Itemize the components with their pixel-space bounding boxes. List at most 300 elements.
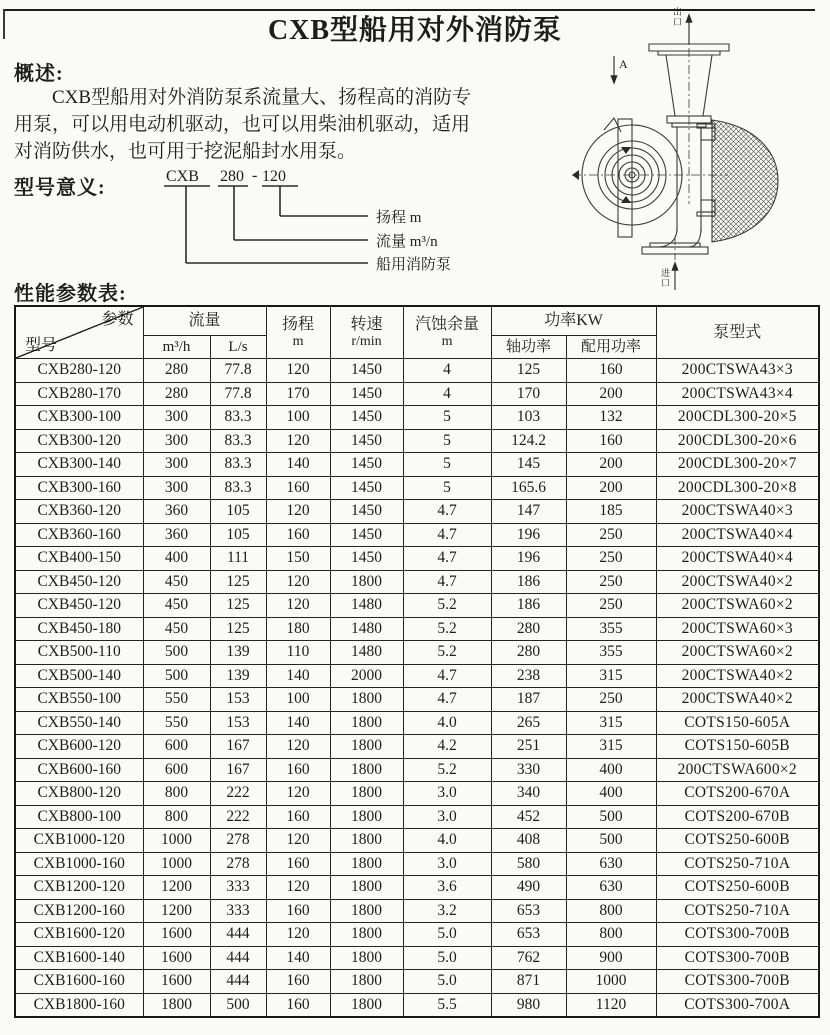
value-cell: 1200 bbox=[143, 876, 210, 900]
pump-type-cell: COTS250-710A bbox=[656, 852, 819, 876]
value-cell: 500 bbox=[210, 993, 266, 1017]
model-code-flow: 280 bbox=[220, 168, 244, 185]
value-cell: 160 bbox=[266, 805, 330, 829]
value-cell: 360 bbox=[143, 523, 210, 547]
model-code-separator: - bbox=[252, 167, 258, 184]
value-cell: 1800 bbox=[330, 852, 403, 876]
value-cell: 444 bbox=[210, 923, 266, 947]
value-cell: 1800 bbox=[330, 688, 403, 712]
value-cell: 300 bbox=[143, 453, 210, 477]
value-cell: 170 bbox=[491, 382, 566, 406]
value-cell: 4 bbox=[403, 382, 491, 406]
model-code-head: 120 bbox=[262, 168, 286, 185]
value-cell: 1800 bbox=[330, 782, 403, 806]
pump-type-cell: 200CTSWA40×2 bbox=[656, 688, 819, 712]
value-cell: 3.6 bbox=[403, 876, 491, 900]
value-cell: 200 bbox=[566, 453, 656, 477]
value-cell: 132 bbox=[566, 406, 656, 430]
value-cell: 165.6 bbox=[491, 476, 566, 500]
value-cell: 105 bbox=[210, 523, 266, 547]
value-cell: 77.8 bbox=[210, 359, 266, 383]
value-cell: 800 bbox=[566, 923, 656, 947]
model-cell: CXB300-160 bbox=[15, 476, 143, 500]
value-cell: 250 bbox=[566, 594, 656, 618]
pump-mount-dome bbox=[712, 120, 778, 242]
model-cell: CXB600-120 bbox=[15, 735, 143, 759]
value-cell: 4.7 bbox=[403, 500, 491, 524]
value-cell: 1000 bbox=[143, 829, 210, 853]
value-cell: 120 bbox=[266, 923, 330, 947]
page-title: CXB型船用对外消防泵 bbox=[267, 15, 563, 46]
pump-type-cell: 200CDL300-20×6 bbox=[656, 429, 819, 453]
pump-type-cell: 200CTSWA60×2 bbox=[656, 641, 819, 665]
flow-group-header: 流量 bbox=[143, 306, 266, 336]
value-cell: 653 bbox=[491, 923, 566, 947]
value-cell: 170 bbox=[266, 382, 330, 406]
value-cell: 800 bbox=[566, 899, 656, 923]
value-cell: 100 bbox=[266, 688, 330, 712]
pump-type-cell: 200CTSWA60×3 bbox=[656, 617, 819, 641]
value-cell: 83.3 bbox=[210, 453, 266, 477]
model-label-pump: 船用消防泵 bbox=[376, 257, 452, 272]
value-cell: 900 bbox=[566, 946, 656, 970]
value-cell: 1450 bbox=[330, 547, 403, 571]
pump-type-cell: COTS300-700B bbox=[656, 946, 819, 970]
value-cell: 196 bbox=[491, 547, 566, 571]
model-code-pump: CXB bbox=[166, 168, 199, 185]
model-cell: CXB1600-160 bbox=[15, 970, 143, 994]
head-header bbox=[266, 306, 330, 359]
value-cell: 83.3 bbox=[210, 476, 266, 500]
value-cell: 600 bbox=[143, 735, 210, 759]
value-cell: 140 bbox=[266, 453, 330, 477]
value-cell: 120 bbox=[266, 500, 330, 524]
model-cell: CXB400-150 bbox=[15, 547, 143, 571]
speed-header-unit: r/min bbox=[351, 333, 382, 349]
value-cell: 1450 bbox=[330, 406, 403, 430]
value-cell: 5.0 bbox=[403, 946, 491, 970]
table-row bbox=[15, 500, 819, 524]
pump-type-cell: COTS300-700A bbox=[656, 993, 819, 1017]
value-cell: 315 bbox=[566, 711, 656, 735]
value-cell: 125 bbox=[210, 594, 266, 618]
table-row bbox=[15, 829, 819, 853]
value-cell: 653 bbox=[491, 899, 566, 923]
pump-type-cell: COTS250-710A bbox=[656, 899, 819, 923]
value-cell: 452 bbox=[491, 805, 566, 829]
model-meaning-heading: 型号意义: bbox=[14, 177, 106, 199]
model-cell: CXB1200-120 bbox=[15, 876, 143, 900]
value-cell: 185 bbox=[566, 500, 656, 524]
value-cell: 500 bbox=[143, 641, 210, 665]
table-row bbox=[15, 852, 819, 876]
pump-type-cell: 200CTSWA40×2 bbox=[656, 664, 819, 688]
model-cell: CXB360-120 bbox=[15, 500, 143, 524]
value-cell: 140 bbox=[266, 711, 330, 735]
value-cell: 500 bbox=[566, 805, 656, 829]
pump-type-cell: 200CTSWA40×3 bbox=[656, 500, 819, 524]
value-cell: 1200 bbox=[143, 899, 210, 923]
value-cell: 1600 bbox=[143, 923, 210, 947]
value-cell: 280 bbox=[143, 382, 210, 406]
value-cell: 444 bbox=[210, 946, 266, 970]
value-cell: 120 bbox=[266, 429, 330, 453]
value-cell: 5.2 bbox=[403, 617, 491, 641]
model-cell: CXB800-100 bbox=[15, 805, 143, 829]
value-cell: 160 bbox=[566, 429, 656, 453]
value-cell: 2000 bbox=[330, 664, 403, 688]
corner-param-label: 参数 bbox=[101, 311, 134, 328]
shaft-power-header: 轴功率 bbox=[491, 336, 566, 359]
value-cell: 167 bbox=[210, 735, 266, 759]
model-label-flow: 流量 m³/n bbox=[376, 234, 438, 250]
model-cell: CXB550-100 bbox=[15, 688, 143, 712]
value-cell: 120 bbox=[266, 570, 330, 594]
head-header-unit: m bbox=[292, 333, 304, 349]
value-cell: 5.2 bbox=[403, 758, 491, 782]
value-cell: 871 bbox=[491, 970, 566, 994]
value-cell: 315 bbox=[566, 735, 656, 759]
pump-type-cell: COTS250-600B bbox=[656, 829, 819, 853]
value-cell: 160 bbox=[566, 359, 656, 383]
value-cell: 196 bbox=[491, 523, 566, 547]
pump-type-cell: 200CDL300-20×5 bbox=[656, 406, 819, 430]
table-row bbox=[15, 899, 819, 923]
model-cell: CXB450-180 bbox=[15, 617, 143, 641]
speed-header bbox=[330, 306, 403, 359]
pump-type-cell: 200CTSWA40×4 bbox=[656, 547, 819, 571]
value-cell: 120 bbox=[266, 876, 330, 900]
value-cell: 110 bbox=[266, 641, 330, 665]
model-cell: CXB280-170 bbox=[15, 382, 143, 406]
value-cell: 1800 bbox=[330, 570, 403, 594]
pump-type-cell: 200CTSWA43×3 bbox=[656, 359, 819, 383]
value-cell: 4.7 bbox=[403, 523, 491, 547]
table-row bbox=[15, 429, 819, 453]
table-row bbox=[15, 758, 819, 782]
value-cell: 120 bbox=[266, 735, 330, 759]
value-cell: 1450 bbox=[330, 453, 403, 477]
value-cell: 1600 bbox=[143, 970, 210, 994]
value-cell: 250 bbox=[566, 523, 656, 547]
value-cell: 160 bbox=[266, 476, 330, 500]
value-cell: 360 bbox=[143, 500, 210, 524]
table-row bbox=[15, 406, 819, 430]
value-cell: 1120 bbox=[566, 993, 656, 1017]
pump-type-cell: COTS150-605B bbox=[656, 735, 819, 759]
value-cell: 5 bbox=[403, 429, 491, 453]
value-cell: 1800 bbox=[330, 899, 403, 923]
value-cell: 800 bbox=[143, 782, 210, 806]
model-cell: CXB300-120 bbox=[15, 429, 143, 453]
value-cell: 147 bbox=[491, 500, 566, 524]
value-cell: 450 bbox=[143, 570, 210, 594]
value-cell: 400 bbox=[143, 547, 210, 571]
value-cell: 3.2 bbox=[403, 899, 491, 923]
value-cell: 120 bbox=[266, 782, 330, 806]
value-cell: 153 bbox=[210, 711, 266, 735]
value-cell: 500 bbox=[143, 664, 210, 688]
value-cell: 450 bbox=[143, 617, 210, 641]
value-cell: 355 bbox=[566, 641, 656, 665]
value-cell: 125 bbox=[491, 359, 566, 383]
value-cell: 100 bbox=[266, 406, 330, 430]
pump-type-cell: COTS300-700B bbox=[656, 923, 819, 947]
table-row bbox=[15, 547, 819, 571]
overview-paragraph bbox=[14, 84, 589, 165]
pump-type-cell: 200CTSWA60×2 bbox=[656, 594, 819, 618]
value-cell: 278 bbox=[210, 852, 266, 876]
value-cell: 630 bbox=[566, 852, 656, 876]
value-cell: 1000 bbox=[566, 970, 656, 994]
value-cell: 490 bbox=[491, 876, 566, 900]
value-cell: 5.0 bbox=[403, 970, 491, 994]
value-cell: 408 bbox=[491, 829, 566, 853]
value-cell: 278 bbox=[210, 829, 266, 853]
table-row bbox=[15, 641, 819, 665]
model-cell: CXB450-120 bbox=[15, 594, 143, 618]
table-row bbox=[15, 735, 819, 759]
model-cell: CXB1000-120 bbox=[15, 829, 143, 853]
pump-type-cell: 200CTSWA43×4 bbox=[656, 382, 819, 406]
model-cell: CXB1200-160 bbox=[15, 899, 143, 923]
value-cell: 1800 bbox=[330, 758, 403, 782]
value-cell: 1480 bbox=[330, 594, 403, 618]
value-cell: 1800 bbox=[330, 711, 403, 735]
value-cell: 1800 bbox=[330, 993, 403, 1017]
model-cell: CXB300-140 bbox=[15, 453, 143, 477]
value-cell: 280 bbox=[491, 617, 566, 641]
value-cell: 4.2 bbox=[403, 735, 491, 759]
value-cell: 450 bbox=[143, 594, 210, 618]
value-cell: 5 bbox=[403, 476, 491, 500]
model-cell: CXB500-140 bbox=[15, 664, 143, 688]
table-row bbox=[15, 876, 819, 900]
value-cell: 500 bbox=[566, 829, 656, 853]
value-cell: 4.7 bbox=[403, 688, 491, 712]
value-cell: 83.3 bbox=[210, 406, 266, 430]
table-row bbox=[15, 923, 819, 947]
value-cell: 105 bbox=[210, 500, 266, 524]
pump-type-cell: COTS250-600B bbox=[656, 876, 819, 900]
table-row bbox=[15, 993, 819, 1017]
model-cell: CXB360-160 bbox=[15, 523, 143, 547]
value-cell: 5.0 bbox=[403, 923, 491, 947]
value-cell: 160 bbox=[266, 899, 330, 923]
pump-type-cell: COTS200-670A bbox=[656, 782, 819, 806]
npsh-header bbox=[403, 306, 491, 359]
value-cell: 4.7 bbox=[403, 547, 491, 571]
table-row bbox=[15, 570, 819, 594]
value-cell: 4.7 bbox=[403, 570, 491, 594]
flow-m3h-header: m³/h bbox=[143, 336, 210, 359]
value-cell: 1600 bbox=[143, 946, 210, 970]
value-cell: 330 bbox=[491, 758, 566, 782]
value-cell: 1450 bbox=[330, 476, 403, 500]
model-cell: CXB1600-140 bbox=[15, 946, 143, 970]
value-cell: 124.2 bbox=[491, 429, 566, 453]
model-cell: CXB1800-160 bbox=[15, 993, 143, 1017]
value-cell: 630 bbox=[566, 876, 656, 900]
value-cell: 4.0 bbox=[403, 829, 491, 853]
overview-line: CXB型船用对外消防泵系流量大、扬程高的消防专 bbox=[52, 87, 472, 108]
value-cell: 140 bbox=[266, 664, 330, 688]
corner-header bbox=[15, 306, 143, 359]
table-row bbox=[15, 594, 819, 618]
value-cell: 550 bbox=[143, 711, 210, 735]
speed-header-label: 转速 bbox=[350, 315, 383, 333]
value-cell: 1800 bbox=[330, 829, 403, 853]
table-body bbox=[15, 359, 819, 1018]
pump-type-cell: 200CDL300-20×8 bbox=[656, 476, 819, 500]
table-row bbox=[15, 782, 819, 806]
npsh-header-label: 汽蚀余量 bbox=[415, 315, 480, 333]
pump-drawing bbox=[566, 4, 816, 296]
value-cell: 222 bbox=[210, 805, 266, 829]
value-cell: 139 bbox=[210, 641, 266, 665]
value-cell: 5.5 bbox=[403, 993, 491, 1017]
value-cell: 167 bbox=[210, 758, 266, 782]
value-cell: 125 bbox=[210, 617, 266, 641]
value-cell: 1480 bbox=[330, 617, 403, 641]
table-row bbox=[15, 476, 819, 500]
value-cell: 160 bbox=[266, 970, 330, 994]
overview-line: 对消防供水，也可用于挖泥船封水用泵。 bbox=[14, 141, 357, 162]
pump-type-cell: 200CTSWA40×4 bbox=[656, 523, 819, 547]
model-cell: CXB800-120 bbox=[15, 782, 143, 806]
value-cell: 251 bbox=[491, 735, 566, 759]
value-cell: 1800 bbox=[330, 946, 403, 970]
model-cell: CXB300-100 bbox=[15, 406, 143, 430]
value-cell: 762 bbox=[491, 946, 566, 970]
value-cell: 186 bbox=[491, 594, 566, 618]
table-row bbox=[15, 523, 819, 547]
value-cell: 139 bbox=[210, 664, 266, 688]
table-row bbox=[15, 359, 819, 383]
value-cell: 280 bbox=[491, 641, 566, 665]
value-cell: 1480 bbox=[330, 641, 403, 665]
npsh-header-unit: m bbox=[441, 333, 453, 349]
value-cell: 400 bbox=[566, 758, 656, 782]
table-row bbox=[15, 453, 819, 477]
model-cell: CXB1000-160 bbox=[15, 852, 143, 876]
value-cell: 3.0 bbox=[403, 852, 491, 876]
value-cell: 111 bbox=[210, 547, 266, 571]
value-cell: 1800 bbox=[330, 876, 403, 900]
value-cell: 250 bbox=[566, 547, 656, 571]
rated-power-header: 配用功率 bbox=[566, 336, 656, 359]
table-row bbox=[15, 382, 819, 406]
pump-type-cell: COTS150-605A bbox=[656, 711, 819, 735]
value-cell: 265 bbox=[491, 711, 566, 735]
pump-type-header: 泵型式 bbox=[656, 306, 819, 359]
value-cell: 222 bbox=[210, 782, 266, 806]
table-row bbox=[15, 946, 819, 970]
table-row bbox=[15, 617, 819, 641]
view-label: A bbox=[619, 57, 628, 71]
model-cell: CXB280-120 bbox=[15, 359, 143, 383]
value-cell: 1800 bbox=[330, 805, 403, 829]
pump-type-cell: 200CTSWA600×2 bbox=[656, 758, 819, 782]
value-cell: 250 bbox=[566, 570, 656, 594]
table-row bbox=[15, 805, 819, 829]
model-cell: CXB500-110 bbox=[15, 641, 143, 665]
value-cell: 340 bbox=[491, 782, 566, 806]
value-cell: 3.0 bbox=[403, 782, 491, 806]
model-meaning-diagram bbox=[148, 166, 478, 272]
head-header-label: 扬程 bbox=[282, 315, 315, 333]
value-cell: 333 bbox=[210, 876, 266, 900]
value-cell: 186 bbox=[491, 570, 566, 594]
value-cell: 83.3 bbox=[210, 429, 266, 453]
value-cell: 1800 bbox=[143, 993, 210, 1017]
table-heading: 性能参数表: bbox=[14, 283, 127, 305]
pump-type-cell: COTS300-700B bbox=[656, 970, 819, 994]
table-row bbox=[15, 711, 819, 735]
value-cell: 1450 bbox=[330, 500, 403, 524]
model-cell: CXB550-140 bbox=[15, 711, 143, 735]
value-cell: 4 bbox=[403, 359, 491, 383]
value-cell: 200 bbox=[566, 476, 656, 500]
value-cell: 77.8 bbox=[210, 382, 266, 406]
pump-outlet-label: 出口 bbox=[672, 7, 682, 27]
value-cell: 355 bbox=[566, 617, 656, 641]
value-cell: 200 bbox=[566, 382, 656, 406]
value-cell: 140 bbox=[266, 946, 330, 970]
value-cell: 180 bbox=[266, 617, 330, 641]
value-cell: 160 bbox=[266, 993, 330, 1017]
overview-line: 用泵，可以用电动机驱动，也可以用柴油机驱动，适用 bbox=[14, 114, 471, 135]
value-cell: 120 bbox=[266, 594, 330, 618]
value-cell: 400 bbox=[566, 782, 656, 806]
value-cell: 160 bbox=[266, 852, 330, 876]
value-cell: 280 bbox=[143, 359, 210, 383]
pump-type-cell: COTS200-670B bbox=[656, 805, 819, 829]
value-cell: 444 bbox=[210, 970, 266, 994]
value-cell: 300 bbox=[143, 476, 210, 500]
value-cell: 145 bbox=[491, 453, 566, 477]
value-cell: 5.2 bbox=[403, 641, 491, 665]
power-group-header: 功率KW bbox=[491, 306, 656, 336]
value-cell: 980 bbox=[491, 993, 566, 1017]
table-row bbox=[15, 664, 819, 688]
value-cell: 800 bbox=[143, 805, 210, 829]
value-cell: 1800 bbox=[330, 735, 403, 759]
value-cell: 315 bbox=[566, 664, 656, 688]
value-cell: 250 bbox=[566, 688, 656, 712]
value-cell: 300 bbox=[143, 406, 210, 430]
overview-heading: 概述: bbox=[14, 63, 64, 85]
table-row bbox=[15, 970, 819, 994]
performance-table bbox=[14, 305, 820, 1018]
value-cell: 160 bbox=[266, 758, 330, 782]
value-cell: 238 bbox=[491, 664, 566, 688]
model-cell: CXB1600-120 bbox=[15, 923, 143, 947]
value-cell: 150 bbox=[266, 547, 330, 571]
value-cell: 103 bbox=[491, 406, 566, 430]
model-label-head: 扬程 m bbox=[376, 210, 422, 226]
value-cell: 1450 bbox=[330, 523, 403, 547]
value-cell: 187 bbox=[491, 688, 566, 712]
flow-ls-header: L/s bbox=[210, 336, 266, 359]
value-cell: 4.0 bbox=[403, 711, 491, 735]
value-cell: 120 bbox=[266, 359, 330, 383]
value-cell: 3.0 bbox=[403, 805, 491, 829]
value-cell: 5 bbox=[403, 406, 491, 430]
value-cell: 153 bbox=[210, 688, 266, 712]
model-cell: CXB600-160 bbox=[15, 758, 143, 782]
value-cell: 550 bbox=[143, 688, 210, 712]
